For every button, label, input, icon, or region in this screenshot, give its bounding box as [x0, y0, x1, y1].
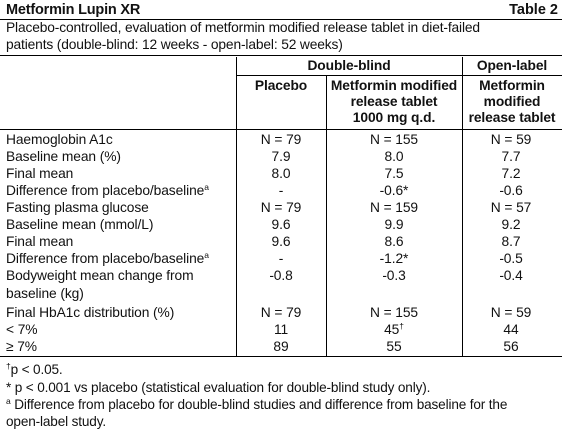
cell-metformin-open-label: 9.2: [501, 217, 521, 232]
row-label-text: Haemoglobin A1c: [6, 132, 113, 147]
cell-placebo: 9.6: [271, 217, 291, 232]
row-label: [6, 132, 113, 148]
row-label-text: Final mean: [6, 234, 74, 249]
table-caption: [6, 20, 558, 53]
row-label: [6, 234, 73, 250]
cell-metformin-double-blind: 8.6: [384, 234, 404, 249]
row-label: [6, 217, 153, 233]
header-bottom-rule: [0, 129, 562, 130]
cell-metformin-open-label: -0.6: [499, 183, 523, 198]
row-label: [6, 322, 37, 338]
cell-metformin-double-blind: [326, 322, 462, 338]
row-label: [6, 251, 209, 267]
column-header-line: Placebo: [254, 78, 308, 93]
cell-metformin-open-label: -0.4: [499, 268, 523, 283]
cell-metformin-double-blind: 9.9: [384, 217, 404, 232]
cell-placebo: -: [278, 251, 284, 266]
cell-metformin-open-label: 7.2: [501, 166, 521, 181]
table-bottom-rule: [0, 356, 562, 357]
row-label-text: Bodyweight mean change from: [6, 268, 194, 283]
group-header-open-label: Open-label: [476, 58, 548, 73]
cell-metformin-open-label: -0.5: [499, 251, 523, 266]
row-label: [6, 183, 209, 199]
cell-value: 45: [384, 322, 400, 337]
column-header-line: Metformin: [479, 78, 545, 93]
cell-placebo: 89: [273, 339, 289, 354]
row-label: [6, 268, 194, 284]
footnote-a-continued: open-label study.: [6, 414, 106, 429]
table-top-rule: [0, 55, 562, 56]
cell-metformin-open-label: 56: [503, 339, 519, 354]
column-header-metformin-open-label: [462, 78, 562, 126]
row-label-continued: [6, 286, 84, 302]
row-label-text: Final mean: [6, 166, 74, 181]
cell-metformin-open-label: 8.7: [501, 234, 521, 249]
column-header-line: Metformin modified: [330, 78, 458, 93]
footnote-text: p < 0.05.: [10, 362, 63, 377]
footnote-marker: a: [6, 396, 11, 406]
column-header-line: modified: [483, 94, 541, 109]
row-label-text: Baseline mean (mmol/L): [6, 217, 154, 232]
row-label-text: Difference from placebo/baseline: [6, 183, 205, 198]
row-label: [6, 339, 37, 355]
footnote-star: * p < 0.001 vs placebo (statistical evaluation for double-blind study only).: [6, 380, 431, 395]
footnote-dagger: [6, 362, 63, 378]
table-label: Table 2: [509, 2, 558, 18]
cell-metformin-double-blind: -1.2*: [379, 251, 409, 266]
footnote-marker: †: [399, 321, 404, 331]
cell-metformin-open-label: 44: [503, 322, 519, 337]
cell-metformin-open-label: 7.7: [501, 149, 521, 164]
footnote-a: [6, 397, 507, 413]
cell-metformin-open-label: N = 59: [490, 132, 532, 147]
cell-placebo: 9.6: [271, 234, 291, 249]
cell-placebo: N = 79: [260, 305, 302, 320]
footnote-marker: †: [6, 361, 11, 371]
column-header-metformin-double-blind: [326, 78, 462, 126]
cell-metformin-double-blind: 55: [386, 339, 402, 354]
caption-line-2: patients (double-blind: 12 weeks - open-label: 52 weeks): [6, 36, 343, 52]
row-label-text: baseline (kg): [6, 286, 84, 301]
cell-metformin-open-label: N = 59: [490, 305, 532, 320]
group-header-rule: [236, 75, 562, 76]
column-header-line: 1000 mg q.d.: [352, 110, 436, 125]
row-label-text: < 7%: [6, 322, 38, 337]
title-row: [6, 2, 558, 19]
cell-metformin-double-blind: N = 155: [369, 132, 418, 147]
column-header-placebo: [236, 78, 326, 94]
document-title: Metformin Lupin XR: [6, 2, 141, 18]
row-label-text: Fasting plasma glucose: [6, 200, 149, 215]
cell-metformin-double-blind: -0.3: [382, 268, 406, 283]
cell-metformin-open-label: N = 57: [490, 200, 532, 215]
row-label-text: Baseline mean (%): [6, 149, 121, 164]
cell-placebo: -0.8: [269, 268, 293, 283]
cell-metformin-double-blind: N = 155: [369, 305, 418, 320]
cell-metformin-double-blind: 8.0: [384, 149, 404, 164]
column-header-line: release tablet: [468, 110, 556, 125]
row-label: [6, 166, 73, 182]
row-label-text: Final HbA1c distribution (%): [6, 305, 175, 320]
cell-placebo: 8.0: [271, 166, 291, 181]
cell-metformin-double-blind: -0.6*: [379, 183, 409, 198]
cell-placebo: 11: [273, 322, 289, 337]
cell-placebo: N = 79: [260, 132, 302, 147]
cell-placebo: -: [278, 183, 284, 198]
caption-line-1: Placebo-controlled, evaluation of metformin modified release tablet in diet-failed: [6, 20, 480, 35]
row-label: [6, 149, 121, 165]
group-header-double-blind: Double-blind: [307, 58, 391, 73]
column-header-line: release tablet: [350, 94, 438, 109]
cell-placebo: N = 79: [260, 200, 302, 215]
cell-placebo: 7.9: [271, 149, 291, 164]
footnote-text: Difference from placebo for double-blind studies and difference from baseline for the: [14, 397, 508, 412]
row-label: [6, 305, 174, 321]
row-label-text: ≥ 7%: [6, 339, 37, 354]
footnote-marker: a: [204, 182, 209, 192]
footnote-marker: a: [204, 250, 209, 260]
cell-metformin-double-blind: N = 159: [369, 200, 418, 215]
row-label-text: Difference from placebo/baseline: [6, 251, 205, 266]
cell-metformin-double-blind: 7.5: [384, 166, 404, 181]
row-label: [6, 200, 149, 216]
